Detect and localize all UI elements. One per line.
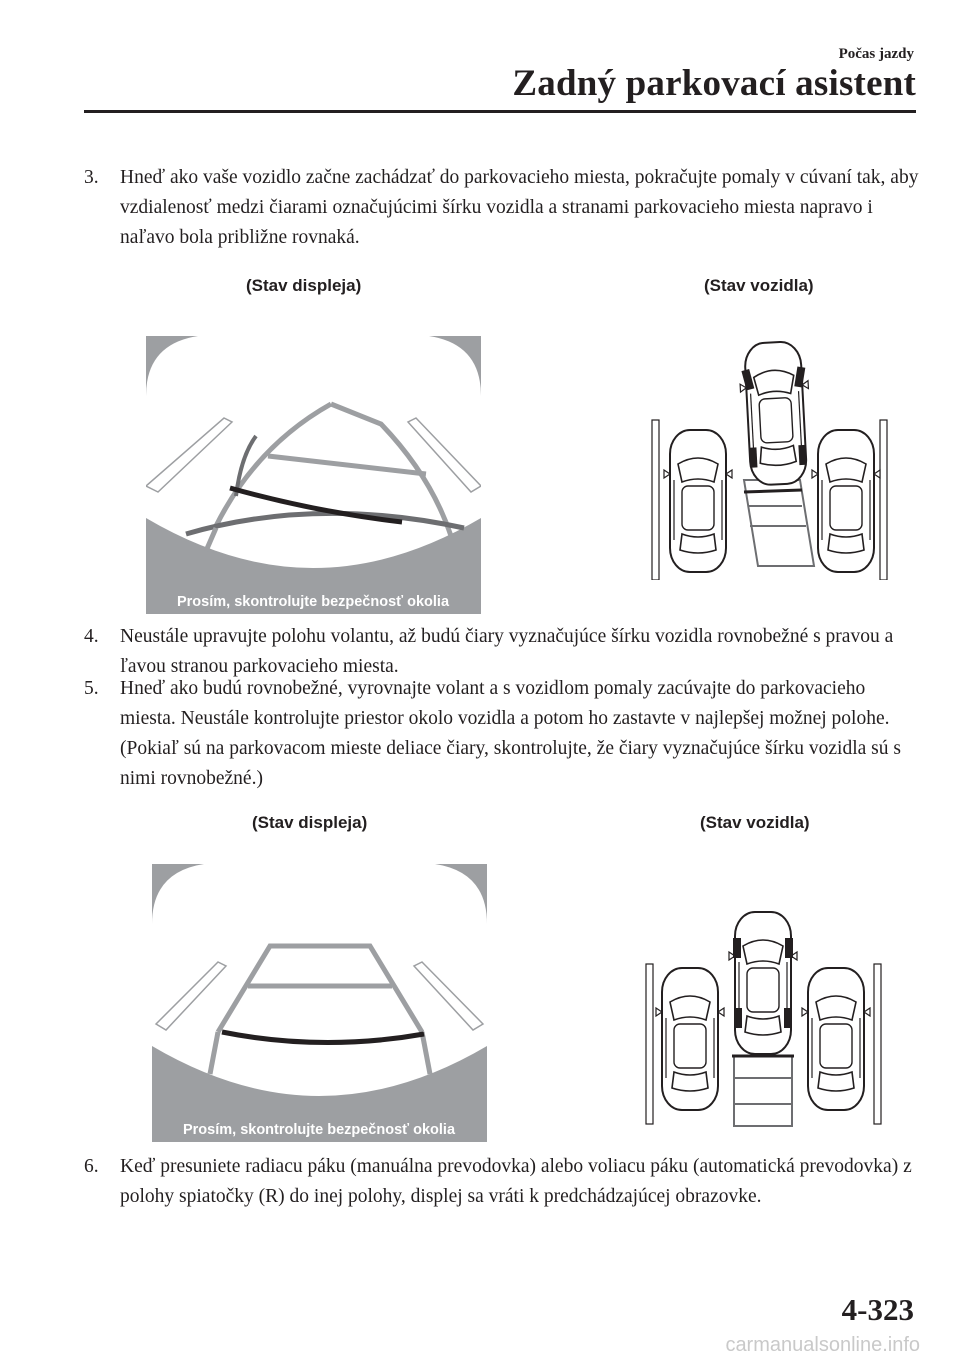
display-caption-1: (Stav displeja) [246, 276, 362, 295]
step-number: 6. [84, 1156, 99, 1177]
page-title: Zadný parkovací asistent [512, 63, 916, 104]
step-4 [84, 622, 924, 682]
step-3 [84, 163, 924, 253]
step-number: 3. [84, 167, 99, 188]
camera-display-1 [146, 336, 481, 614]
section-label: Počas jazdy [838, 46, 914, 62]
camera-display-2 [152, 864, 487, 1142]
safety-warning-text: Prosím, skontrolujte bezpečnosť okolia [176, 594, 450, 610]
vehicle-diagram-1 [644, 340, 894, 580]
step-number: 5. [84, 678, 99, 699]
safety-warning-text: Prosím, skontrolujte bezpečnosť okolia [182, 1122, 456, 1138]
vehicle-caption-2: (Stav vozidla) [700, 813, 810, 832]
step-text: Hneď ako vaše vozidlo začne zachádzať do parkovacieho miesta, pokračujte pomaly v cúvaní tak, aby vzdialenosť medzi čiarami označujúcimi šírku vozidla a stranami parkovacieho miesta napravo i naľavo bola približne rovnaká. [120, 167, 919, 248]
step-text: Hneď ako budú rovnobežné, vyrovnajte volant a s vozidlom pomaly zacúvajte do parkovacieho miesta. Neustále kontrolujte priestor okolo vozidla a potom ho zastavte v najlepšej možnej polohe. (Pokiaľ sú na parkovacom mieste deliace čiary, skontrolujte, že čiary vyznačujúce šírku vozidla sú s nimi rovnobežné.) [120, 678, 901, 789]
step-text: Neustále upravujte polohu volantu, až budú čiary vyznačujúce šírku vozidla rovnobežné s pravou a ľavou stranou parkovacieho miesta. [120, 626, 894, 677]
watermark: carmanualsonline.info [725, 1334, 920, 1356]
step-text: Keď presuniete radiacu páku (manuálna prevodovka) alebo voliacu páku (automatická prevodovka) z polohy spiatočky (R) do inej polohy, displej sa vráti k predchádzajúcej obrazovke. [120, 1156, 912, 1207]
step-6 [84, 1152, 924, 1212]
vehicle-diagram-2 [640, 908, 890, 1134]
header-divider [84, 110, 916, 113]
vehicle-caption-1: (Stav vozidla) [704, 276, 814, 295]
page-number: 4-323 [841, 1292, 914, 1327]
step-number: 4. [84, 626, 99, 647]
step-5 [84, 674, 924, 794]
display-caption-2: (Stav displeja) [252, 813, 368, 832]
